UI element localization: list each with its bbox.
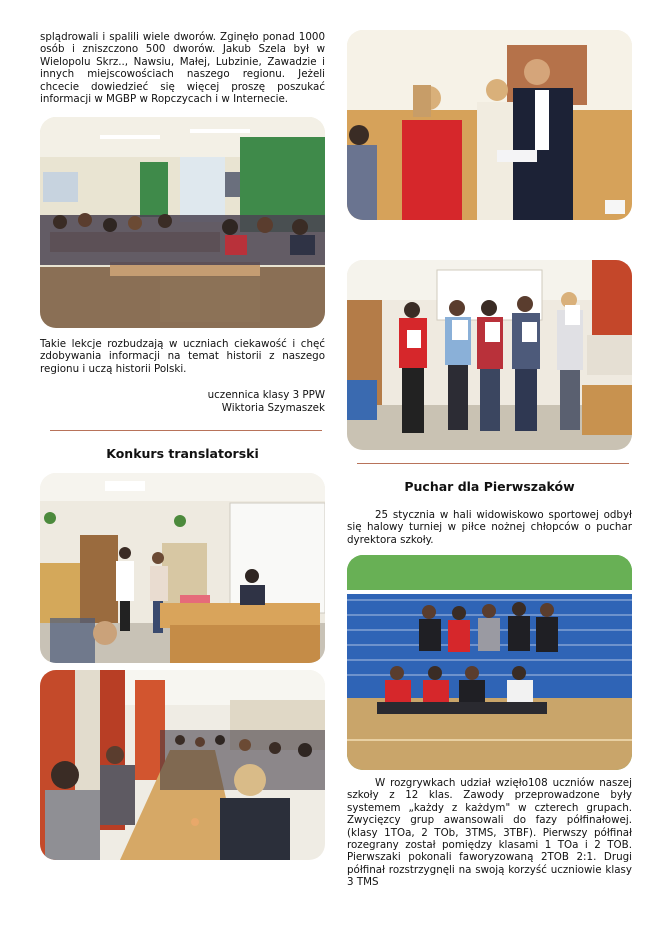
summary-paragraph: Takie lekcje rozbudzają w uczniach ciekawość i chęć zdobywania informacji na temat historii z naszego regionu i uczą historii Polski. [40,338,325,375]
classroom-lesson-photo [40,117,325,328]
tournament-intro-paragraph: 25 stycznia w hali widowiskowo sportowej odbył się halowy turniej w piłce nożnej chłopców o puchar dyrektora szkoły. [347,509,632,546]
football-team-image [347,555,632,770]
signature-name: Wiktoria Szymaszek [221,402,325,414]
contest-award-photo [40,473,325,663]
hall-audience-image [40,670,325,860]
classroom-lesson-image [40,117,325,328]
first-year-cup-heading: Puchar dla Pierwszaków [404,479,575,494]
tournament-results-paragraph: W rozgrywkach udział wzięło108 uczniów naszej szkoły z 12 klas. Zawody przeprowadzone były systemem „każdy z każdym" w czterech grupach. Zwycięzcy grup awansowali do fazy półfinałowej. (klasy 1TOa, 2 TOb, 3TMS, 3TBF). Pierwszy półfinał rozegrany został pomiędzy klasami 1 TOa i 2 TOB. Pierwszaki pokonali faworyzowaną 2TOB 2:1. Drugi półfinał rozstrzygnęli na swoją korzyść uczniowie klasy 3 TMS [347,777,632,889]
left-section-divider [50,430,322,431]
award-handover-photo [347,30,632,220]
certificates-group-image [347,260,632,450]
contest-award-image [40,473,325,663]
signature-class: uczennica klasy 3 PPW [207,389,325,401]
award-handover-image [347,30,632,220]
right-section-divider [357,463,629,464]
intro-paragraph: splądrowali i spalili wiele dworów. Zginęło ponad 1000 osób i zniszczono 500 dworów. Jakub Szela był w Wielopolu Skrz.., Nawsiu, Małej, Lubzinie, Zawadzie i innych miejscowościach naszego regionu. Jeżeli chcecie dowiedzieć się więcej proszę poszukać informacji w MGBP w Ropczycach i w Internecie. [40,31,325,106]
certificates-group-photo [347,260,632,450]
translation-contest-heading: Konkurs translatorski [106,446,259,461]
hall-audience-photo [40,670,325,860]
football-team-photo [347,555,632,770]
